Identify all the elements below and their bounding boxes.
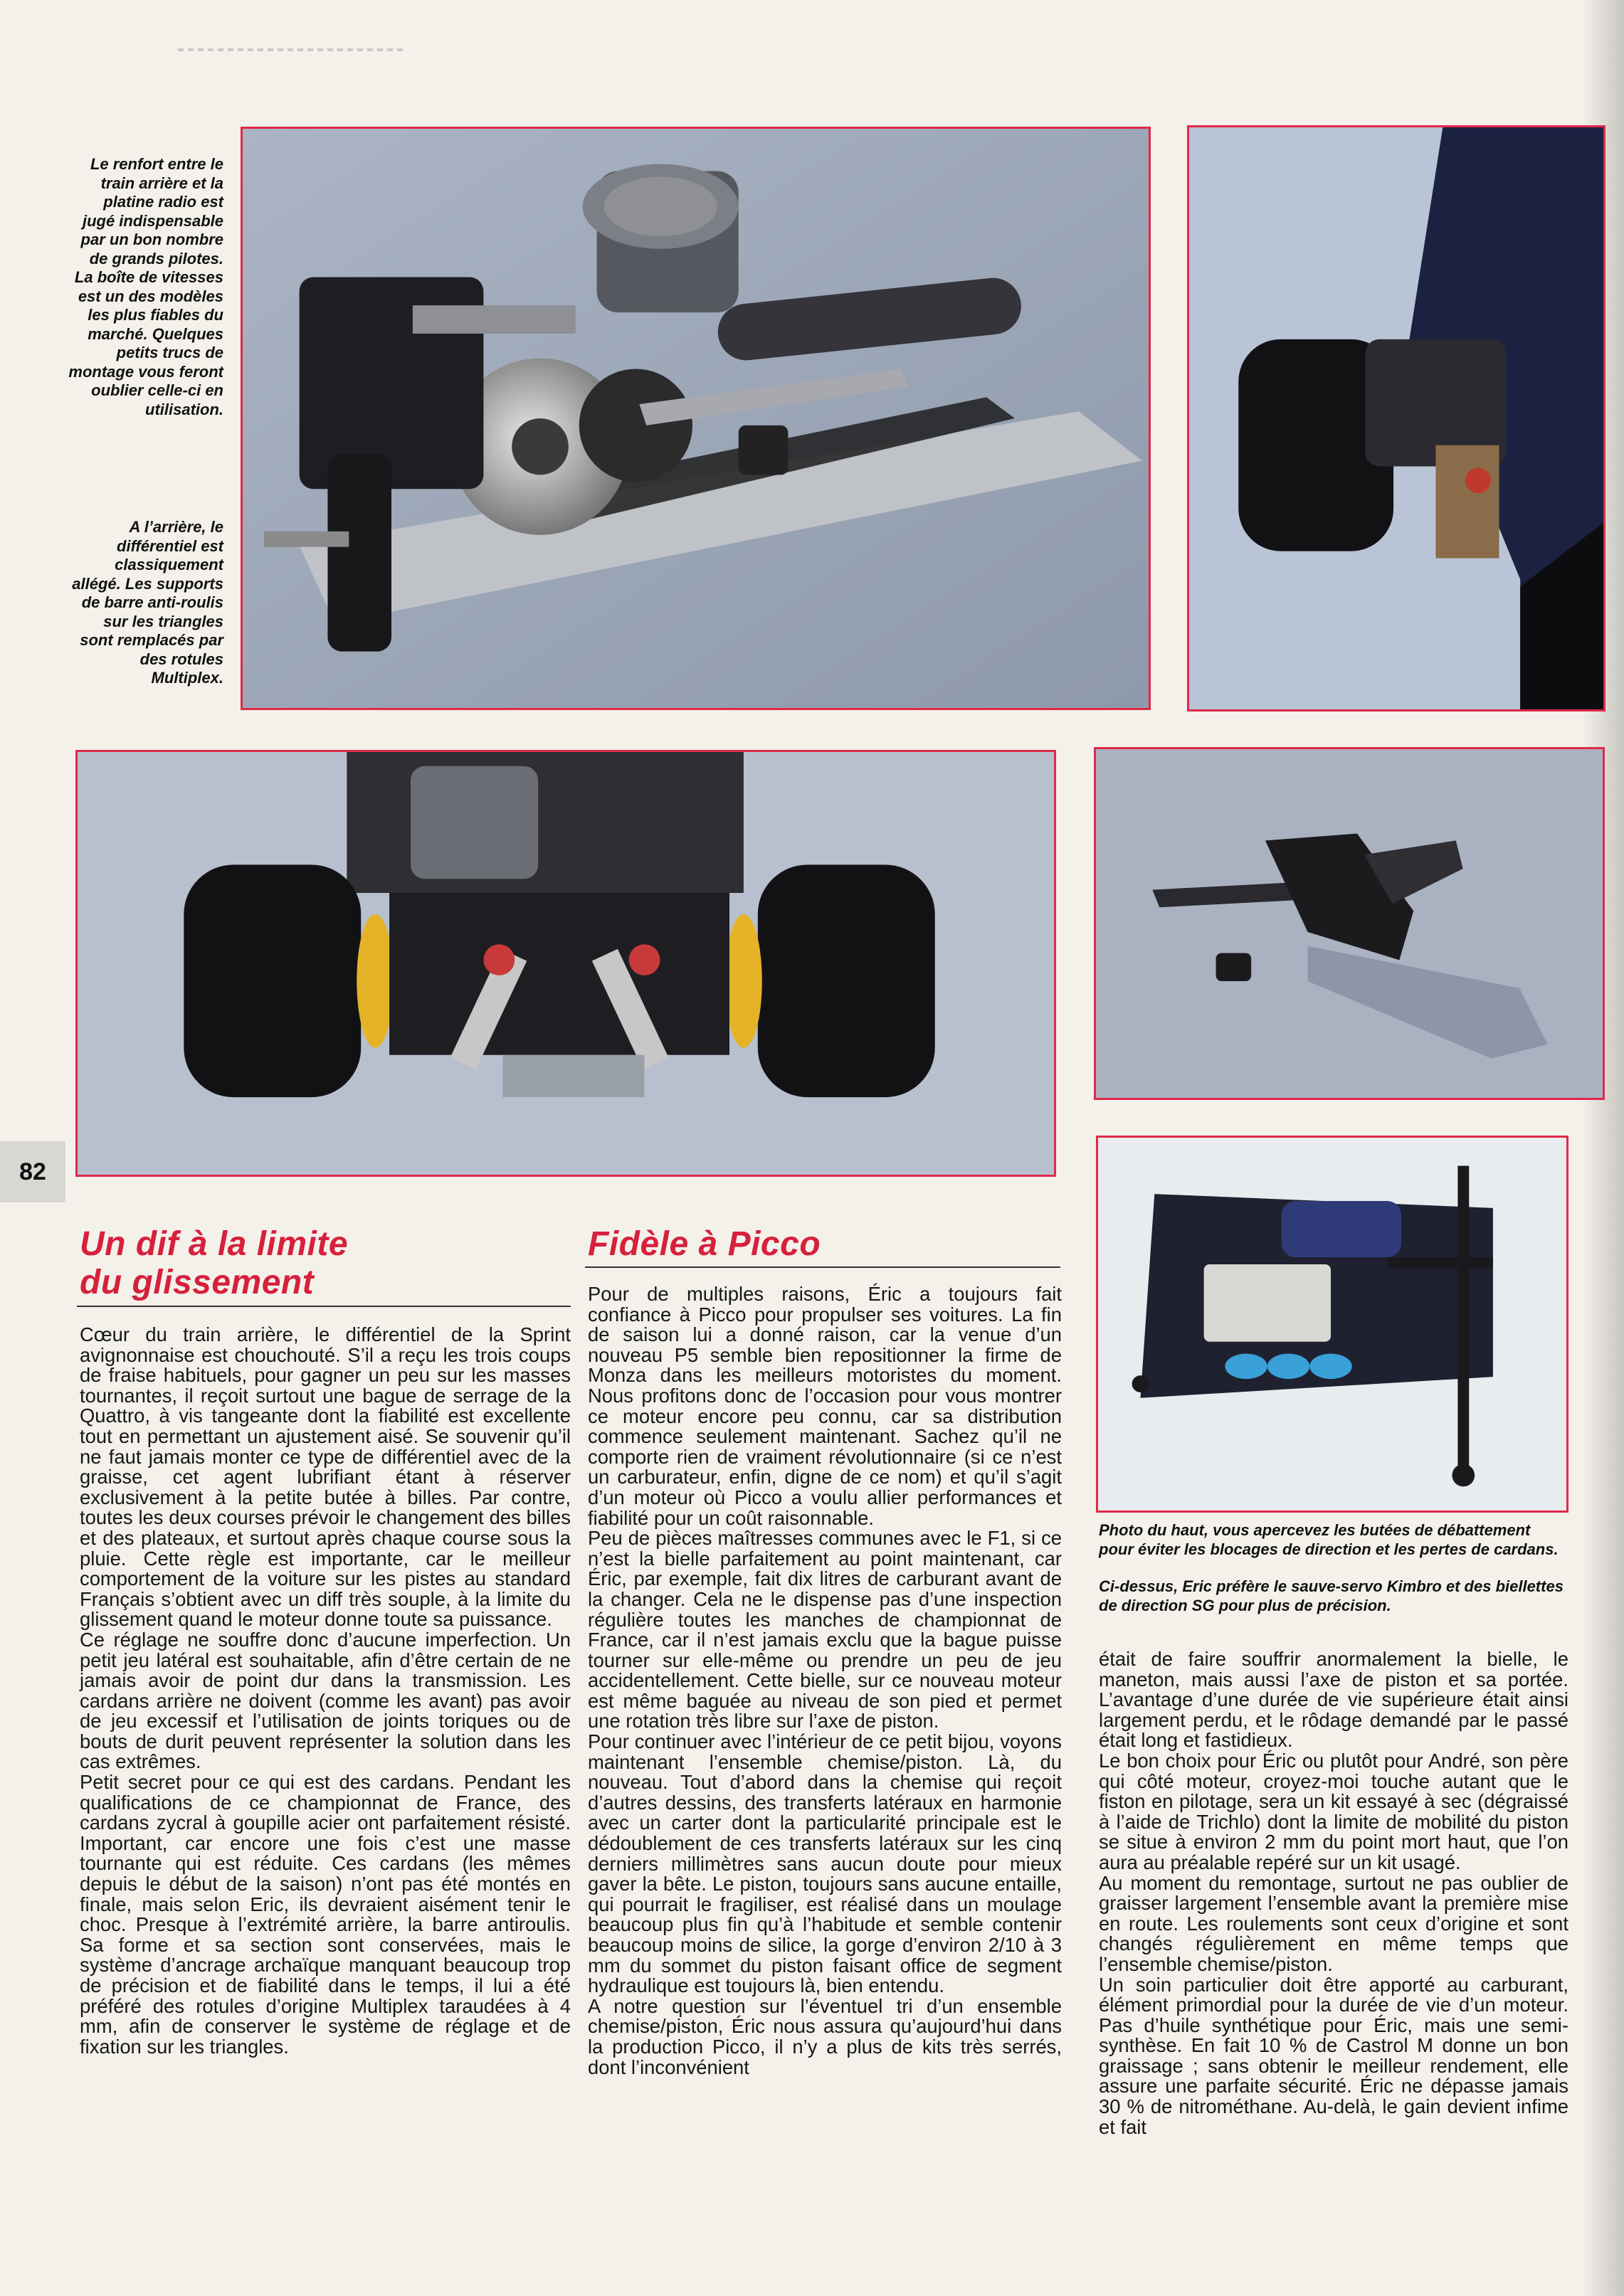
paragraph: Pour continuer avec l’intérieur de ce petit bijou, voyons maintenant l’ensemble chemise/piston. Là, du nouveau. Tout d’abord dans la chemise qui reçoit d’autres dessins, des transferts latéraux en harmonie avec un carter dont la particularité principale est le dédoublement de ces transferts latéraux sur les cinq derniers millimètres sans aucun doute pour mieux gaver la bête. Le piston, toujours sans aucune entaille, qui pourrait le fragiliser, est réalisé dans un moulage beaucoup plus fin qu’à l’habitude et semble contenir beaucoup moins de silice, la gorge d’environ 2/10 à 3 mm du sommet du piston faisant office de segment hydraulique est toujours là, bien entendu. (588, 1730, 1062, 1997)
paragraph: Cœur du train arrière, le différentiel de la Sprint avignonnaise est chouchouté. S’il a reçu les trois coups de fraise habituels, pour gagner un peu sur les masses tournantes, il reçoit surtout une bague de serrage de la Quattro, à vis tangeante dont la fiabilité est excellente tout en permettant un ajustement aisé. Se souvenir qu’il ne faut jamais monter ce type de différentiel avec de la graisse, cet agent lubrifiant étant à réserver exclusivement à la petite butée à billes. Par contre, toutes les deux courses prévoir le changement des billes et des plateaux, et surtout après chaque course sous la pluie. Cette règle est importante, car le meilleur comportement de la voiture sur les pistes au standard Français s’obtient avec un diff très souple, à la limite du glissement quand le moteur donne toute sa puissance. (80, 1323, 571, 1631)
engine-gearbox-photo (241, 127, 1151, 710)
caption-gearbox: Le renfort entre le train arrière et la platine radio est jugé indispensable par un bon nombre de grands pilotes. La boîte de vitesses est un des modèles les plus fiables du marché. Quelques petits trucs de montage vous feront oublier celle-ci en utilisation. (68, 155, 223, 418)
steering-arm-photo (1094, 747, 1605, 1100)
column-1-text (80, 1325, 571, 2057)
rear-axle-photo (75, 750, 1056, 1177)
caption-servo-saver: Ci-dessus, Eric préfère le sauve-servo Kimbro et des biellettes de direction SG pour plus de précision. (1099, 1577, 1564, 1614)
paragraph: Un soin particulier doit être apporté au carburant, élément primordial pour la durée de vie d’un moteur. Pas d’huile synthétique pour Éric, mais une semi-synthèse. En fait 10 % de Castrol M donne un bon graissage ; sans obtenir le meilleur rendement, elle assure une parfaite sécurité. Éric ne dépasse jamais 30 % de nitrométhane. Au-delà, le gain devient infime et fait (1099, 1973, 1568, 2138)
paragraph: A notre question sur l’éventuel tri d’un ensemble chemise/piston, Éric nous assura qu’aujourd’hui dans la production Picco, il n’y a plus de kits très serrés, dont l’inconvénient (588, 1994, 1062, 2078)
paragraph: Peu de pièces maîtresses communes avec le F1, si ce n’est la bielle parfaitement au point maintenant, car Éric, par exemple, fait dix litres de carburant avant de la changer. Cela ne le dispense pas d’une inspection régulière toutes les manches de championnat de France, car il n’est jamais exclu que la bague puisse tourner sur elle-même ou prendre un peu de jeu accidentellement. Cette bielle, sur ce nouveau moteur est même baguée au niveau de son pied et permet une rotation très libre sur l’axe de piston. (588, 1527, 1062, 1732)
rear-suspension-photo (1187, 125, 1605, 711)
paragraph: Petit secret pour ce qui est des cardans. Pendant les qualifications de ce championnat de France, des cardans zycral à goupille acier ont parfaitement résisté. Important, car encore une fois c’est une masse tournante qui est réduite. Ces cardans (les mêmes depuis le début de la saison) n’ont pas été montés en finale, mais selon Eric, ils devraient aisément tenir le choc. Presque à l’extrémité arrière, la barre antiroulis. Sa forme et sa section sont conservées, mais le système d’ancrage archaïque manquant beaucoup trop de précision et de fiabilité dans le temps, il lui a été préféré des rotules d’origine Multiplex taraudées à 4 mm, afin de conserver le système de réglage et de fixation sur les triangles. (80, 1771, 571, 2058)
paragraph: Pour de multiples raisons, Éric a toujours fait confiance à Picco pour propulser ses voitures. La fin de saison lui a donné raison, car la venue d’un nouveau P5 semble bien repositionner la firme de Monza dans les meilleurs motoristes du moment. Nous profitons donc de l’occasion pour vous montrer ce moteur encore peu connu, car sa distribution commence seulement maintenant. Sachez qu’il ne comporte rien de vraiment révolutionnaire (si ce n’est un carburateur, enfin, digne de ce nom) et qu’il s’agit d’un moteur où Picco a voulu allier performances et fiabilité pour un coût raisonnable. (588, 1283, 1062, 1529)
paragraph: Au moment du remontage, surtout ne pas oublier de graisser largement l’ensemble avant la première mise en route. Les roulements sont ceux d’origine et sont changés régulièrement en même temps que l’ensemble chemise/piston. (1099, 1871, 1568, 1975)
column-2-text (588, 1284, 1062, 2078)
column-3-text (1099, 1649, 1568, 2137)
caption-differential: A l’arrière, le différentiel est classiquement allégé. Les supports de barre anti-roulis sur les triangles sont remplacés par des rotules Multiplex. (72, 518, 223, 687)
paragraph: était de faire souffrir anormalement la bielle, le maneton, mais aussi l’axe de piston et sa portée. L’avantage d’une durée de vie supérieure était ainsi largement perdu, et le rôdage demandé par le passé était long et fastidieux. (1099, 1648, 1568, 1752)
paragraph: Le bon choix pour Éric ou plutôt pour André, son père qui côté moteur, croyez-moi touche autant que le fiston en pilotage, sera un kit essayé à sec (dégraissé à l’aide de Trichlo) dont la limite de mobilité du piston se situe à environ 2 mm du point mort haut, que l’on aura au préalable repéré sur un kit usagé. (1099, 1749, 1568, 1873)
heading-differential-line-2: du glissement (80, 1264, 315, 1301)
page-number: 82 (0, 1141, 65, 1202)
caption-steering-stops: Photo du haut, vous apercevez les butées de débattement pour éviter les blocages de direction et les pertes de cardans. (1099, 1521, 1559, 1558)
rule-section-1 (77, 1306, 571, 1307)
radio-plate-photo (1096, 1136, 1568, 1513)
heading-differential-line-1: Un dif à la limite (80, 1225, 349, 1263)
paragraph: Ce réglage ne souffre donc d’aucune imperfection. Un petit jeu latéral est souhaitable, afin d’être certain de ne jamais avoir de point dur dans la transmission. Les cardans arrière ne doivent (comme les avant) pas avoir de jeu excessif et l’utilisation de joints toriques ou de bouts de durit peuvent représenter la solution dans les cas extrêmes. (80, 1628, 571, 1773)
top-margin-mark (178, 48, 406, 51)
heading-differential (80, 1225, 564, 1302)
rule-section-2 (585, 1266, 1060, 1268)
heading-picco: Fidèle à Picco (588, 1225, 821, 1263)
